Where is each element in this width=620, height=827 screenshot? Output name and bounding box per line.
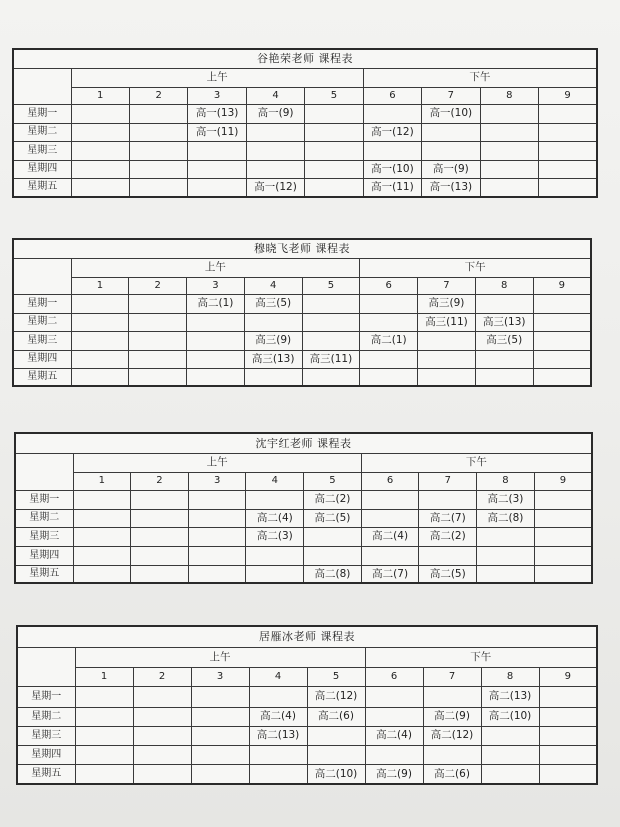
class-cell [422, 141, 480, 160]
weekday-label: 星期四 [13, 160, 71, 178]
class-cell [188, 141, 246, 160]
class-cell [534, 490, 592, 509]
corner-cell [17, 647, 75, 686]
weekday-label: 星期五 [13, 178, 71, 197]
class-cell: 高三(5) [244, 294, 302, 313]
weekday-row [15, 490, 592, 509]
period-number: 5 [305, 87, 363, 104]
class-cell: 高二(8) [304, 565, 362, 583]
class-cell [129, 294, 187, 313]
period-number: 5 [304, 472, 362, 490]
class-cell [73, 509, 131, 527]
class-cell [480, 160, 538, 178]
class-cell [304, 546, 362, 565]
class-cell: 高二(1) [360, 331, 418, 350]
class-cell [188, 565, 246, 583]
morning-label: 上午 [71, 68, 363, 87]
class-cell [361, 509, 419, 527]
class-cell: 高三(11) [302, 350, 360, 368]
title-row [13, 239, 591, 258]
class-cell [71, 331, 129, 350]
weekday-label: 星期二 [13, 313, 71, 331]
period-number: 2 [129, 87, 187, 104]
class-cell [246, 123, 304, 141]
class-cell [418, 350, 476, 368]
weekday-row [17, 686, 597, 707]
class-cell [534, 565, 592, 583]
class-cell: 高二(12) [423, 726, 481, 745]
class-cell [539, 686, 597, 707]
period-number: 4 [246, 87, 304, 104]
weekday-row [13, 123, 597, 141]
class-cell [539, 764, 597, 784]
class-cell [131, 565, 189, 583]
class-cell [133, 745, 191, 764]
class-cell [133, 686, 191, 707]
class-cell [129, 178, 187, 197]
class-cell [129, 123, 187, 141]
class-cell [75, 707, 133, 726]
afternoon-label: 下午 [361, 453, 592, 472]
class-cell [246, 160, 304, 178]
class-cell [481, 745, 539, 764]
period-number: 1 [71, 277, 129, 294]
class-cell [188, 527, 246, 546]
class-cell: 高二(9) [365, 764, 423, 784]
period-number: 2 [129, 277, 187, 294]
class-cell: 高二(2) [419, 527, 477, 546]
class-cell [419, 490, 477, 509]
class-cell [305, 141, 363, 160]
period-number: 3 [191, 667, 249, 686]
title-row [13, 49, 597, 68]
corner-cell [15, 453, 73, 490]
class-cell [534, 509, 592, 527]
class-cell: 高二(4) [246, 509, 304, 527]
class-cell [249, 764, 307, 784]
class-cell [249, 745, 307, 764]
class-cell [71, 368, 129, 386]
period-number: 1 [73, 472, 131, 490]
class-cell [246, 141, 304, 160]
weekday-row [17, 707, 597, 726]
morning-label: 上午 [75, 647, 365, 667]
class-cell [131, 527, 189, 546]
class-cell [133, 726, 191, 745]
class-cell [71, 123, 129, 141]
class-cell: 高三(5) [475, 331, 533, 350]
morning-label: 上午 [71, 258, 360, 277]
class-cell [133, 764, 191, 784]
class-cell [129, 331, 187, 350]
weekday-row [15, 509, 592, 527]
class-cell [191, 745, 249, 764]
class-cell [422, 123, 480, 141]
class-cell [244, 368, 302, 386]
class-cell: 高一(10) [363, 160, 421, 178]
class-cell [307, 726, 365, 745]
class-cell: 高二(4) [249, 707, 307, 726]
period-number: 3 [188, 87, 246, 104]
class-cell [363, 104, 421, 123]
schedule-title: 居雁冰老师 课程表 [17, 626, 597, 647]
weekday-row [13, 178, 597, 197]
corner-cell [13, 68, 71, 104]
period-number: 7 [419, 472, 477, 490]
class-cell: 高二(4) [365, 726, 423, 745]
period-number: 7 [418, 277, 476, 294]
class-cell: 高二(7) [361, 565, 419, 583]
class-cell [363, 141, 421, 160]
class-cell [71, 313, 129, 331]
class-cell [480, 104, 538, 123]
afternoon-label: 下午 [363, 68, 597, 87]
period-number: 9 [539, 667, 597, 686]
schedule-title: 谷艳荣老师 课程表 [13, 49, 597, 68]
class-cell [191, 726, 249, 745]
class-cell: 高二(1) [187, 294, 245, 313]
class-cell [481, 726, 539, 745]
class-cell: 高二(6) [307, 707, 365, 726]
class-cell [187, 331, 245, 350]
class-cell: 高二(10) [481, 707, 539, 726]
class-cell [75, 745, 133, 764]
class-cell [73, 527, 131, 546]
class-cell [191, 707, 249, 726]
class-cell [75, 686, 133, 707]
class-cell [365, 745, 423, 764]
weekday-label: 星期一 [17, 686, 75, 707]
class-cell: 高二(2) [304, 490, 362, 509]
class-cell [480, 141, 538, 160]
class-cell [539, 726, 597, 745]
class-cell [418, 368, 476, 386]
weekday-label: 星期三 [17, 726, 75, 745]
class-cell [246, 490, 304, 509]
class-cell: 高二(13) [249, 726, 307, 745]
period-number: 3 [187, 277, 245, 294]
class-cell [129, 350, 187, 368]
class-cell [475, 350, 533, 368]
period-number: 8 [480, 87, 538, 104]
class-cell [419, 546, 477, 565]
period-number: 2 [133, 667, 191, 686]
class-cell [75, 764, 133, 784]
class-cell [534, 546, 592, 565]
class-cell [302, 313, 360, 331]
period-number: 4 [244, 277, 302, 294]
half-day-row [13, 68, 597, 87]
class-cell [477, 527, 535, 546]
class-cell [475, 368, 533, 386]
class-cell [360, 368, 418, 386]
weekday-label: 星期五 [17, 764, 75, 784]
class-cell [188, 178, 246, 197]
title-row [15, 433, 592, 453]
weekday-label: 星期二 [13, 123, 71, 141]
half-day-row [15, 453, 592, 472]
class-cell [533, 350, 591, 368]
class-cell [73, 565, 131, 583]
class-cell [418, 331, 476, 350]
class-cell [539, 123, 598, 141]
weekday-label: 星期一 [13, 294, 71, 313]
class-cell: 高一(13) [422, 178, 480, 197]
class-cell [305, 160, 363, 178]
weekday-row [15, 527, 592, 546]
class-cell [534, 527, 592, 546]
period-number: 6 [360, 277, 418, 294]
period-number: 1 [75, 667, 133, 686]
class-cell: 高二(6) [423, 764, 481, 784]
period-number: 3 [188, 472, 246, 490]
schedule-table [12, 238, 592, 387]
period-row [15, 472, 592, 490]
class-cell [129, 141, 187, 160]
class-cell [477, 565, 535, 583]
class-cell [133, 707, 191, 726]
class-cell: 高一(10) [422, 104, 480, 123]
class-cell [360, 350, 418, 368]
class-cell [307, 745, 365, 764]
weekday-label: 星期一 [13, 104, 71, 123]
weekday-label: 星期五 [13, 368, 71, 386]
class-cell [71, 104, 129, 123]
schedule-table [12, 48, 598, 198]
class-cell [365, 707, 423, 726]
schedule-title: 沈宇红老师 课程表 [15, 433, 592, 453]
class-cell [131, 546, 189, 565]
class-cell [131, 490, 189, 509]
class-cell: 高三(13) [244, 350, 302, 368]
class-cell [187, 350, 245, 368]
class-cell: 高二(5) [419, 565, 477, 583]
period-number: 9 [533, 277, 591, 294]
class-cell [539, 141, 598, 160]
weekday-label: 星期四 [17, 745, 75, 764]
class-cell [71, 350, 129, 368]
class-cell [73, 546, 131, 565]
class-cell: 高三(11) [418, 313, 476, 331]
weekday-label: 星期三 [13, 141, 71, 160]
weekday-row [17, 726, 597, 745]
weekday-label: 星期二 [17, 707, 75, 726]
class-cell [475, 294, 533, 313]
class-cell [539, 104, 598, 123]
weekday-label: 星期四 [13, 350, 71, 368]
period-number: 4 [249, 667, 307, 686]
class-cell [423, 686, 481, 707]
class-cell: 高二(3) [246, 527, 304, 546]
period-number: 8 [481, 667, 539, 686]
weekday-row [13, 104, 597, 123]
weekday-row [17, 764, 597, 784]
class-cell: 高三(13) [475, 313, 533, 331]
period-number: 5 [302, 277, 360, 294]
morning-label: 上午 [73, 453, 361, 472]
class-cell: 高一(9) [246, 104, 304, 123]
class-cell: 高二(5) [304, 509, 362, 527]
class-cell [361, 546, 419, 565]
class-cell [302, 368, 360, 386]
weekday-row [13, 368, 591, 386]
class-cell: 高二(12) [307, 686, 365, 707]
class-cell [481, 764, 539, 784]
schedule-table [14, 432, 593, 584]
class-cell [129, 313, 187, 331]
title-row [17, 626, 597, 647]
period-row [13, 87, 597, 104]
class-cell: 高三(9) [418, 294, 476, 313]
period-number: 6 [363, 87, 421, 104]
class-cell: 高一(11) [363, 178, 421, 197]
class-cell [129, 160, 187, 178]
class-cell [480, 178, 538, 197]
class-cell: 高二(10) [307, 764, 365, 784]
class-cell [539, 745, 597, 764]
period-number: 1 [71, 87, 129, 104]
class-cell: 高一(12) [363, 123, 421, 141]
class-cell [244, 313, 302, 331]
period-number: 7 [423, 667, 481, 686]
class-cell: 高二(8) [477, 509, 535, 527]
class-cell [539, 178, 598, 197]
class-cell: 高三(9) [244, 331, 302, 350]
class-cell [533, 313, 591, 331]
weekday-row [13, 313, 591, 331]
class-cell [477, 546, 535, 565]
afternoon-label: 下午 [360, 258, 591, 277]
weekday-row [17, 745, 597, 764]
weekday-label: 星期一 [15, 490, 73, 509]
class-cell: 高一(12) [246, 178, 304, 197]
class-cell: 高二(3) [477, 490, 535, 509]
period-number: 9 [534, 472, 592, 490]
class-cell [187, 313, 245, 331]
weekday-row [13, 350, 591, 368]
class-cell [246, 546, 304, 565]
weekday-row [13, 331, 591, 350]
class-cell [188, 546, 246, 565]
class-cell: 高一(9) [422, 160, 480, 178]
class-cell [71, 294, 129, 313]
class-cell [191, 686, 249, 707]
class-cell [73, 490, 131, 509]
class-cell [249, 686, 307, 707]
class-cell [131, 509, 189, 527]
schedule-title: 穆晓飞老师 课程表 [13, 239, 591, 258]
class-cell [75, 726, 133, 745]
period-number: 7 [422, 87, 480, 104]
weekday-label: 星期三 [15, 527, 73, 546]
class-cell [188, 490, 246, 509]
period-number: 8 [475, 277, 533, 294]
weekday-label: 星期四 [15, 546, 73, 565]
class-cell [360, 294, 418, 313]
weekday-row [13, 294, 591, 313]
class-cell [305, 178, 363, 197]
class-cell [302, 331, 360, 350]
weekday-row [13, 141, 597, 160]
class-cell [71, 141, 129, 160]
class-cell: 高二(4) [361, 527, 419, 546]
half-day-row [17, 647, 597, 667]
class-cell [533, 368, 591, 386]
class-cell: 高一(11) [188, 123, 246, 141]
class-cell [539, 160, 598, 178]
weekday-row [15, 546, 592, 565]
period-number: 4 [246, 472, 304, 490]
corner-cell [13, 258, 71, 294]
period-number: 6 [365, 667, 423, 686]
half-day-row [13, 258, 591, 277]
schedule-table [16, 625, 598, 785]
class-cell: 高一(13) [188, 104, 246, 123]
class-cell [539, 707, 597, 726]
period-row [13, 277, 591, 294]
class-cell [188, 509, 246, 527]
weekday-label: 星期二 [15, 509, 73, 527]
class-cell [246, 565, 304, 583]
weekday-row [15, 565, 592, 583]
period-row [17, 667, 597, 686]
class-cell [129, 104, 187, 123]
class-cell: 高二(13) [481, 686, 539, 707]
class-cell [365, 686, 423, 707]
class-cell [304, 527, 362, 546]
weekday-row [13, 160, 597, 178]
class-cell [361, 490, 419, 509]
class-cell [129, 368, 187, 386]
period-number: 5 [307, 667, 365, 686]
class-cell [533, 294, 591, 313]
class-cell [71, 178, 129, 197]
class-cell [188, 160, 246, 178]
period-number: 6 [361, 472, 419, 490]
class-cell: 高二(7) [419, 509, 477, 527]
period-number: 2 [131, 472, 189, 490]
class-cell: 高二(9) [423, 707, 481, 726]
class-cell [302, 294, 360, 313]
class-cell [360, 313, 418, 331]
afternoon-label: 下午 [365, 647, 597, 667]
weekday-label: 星期三 [13, 331, 71, 350]
weekday-label: 星期五 [15, 565, 73, 583]
class-cell [305, 104, 363, 123]
period-number: 9 [539, 87, 598, 104]
class-cell [71, 160, 129, 178]
class-cell [480, 123, 538, 141]
class-cell [187, 368, 245, 386]
period-number: 8 [477, 472, 535, 490]
class-cell [305, 123, 363, 141]
class-cell [533, 331, 591, 350]
class-cell [423, 745, 481, 764]
class-cell [191, 764, 249, 784]
